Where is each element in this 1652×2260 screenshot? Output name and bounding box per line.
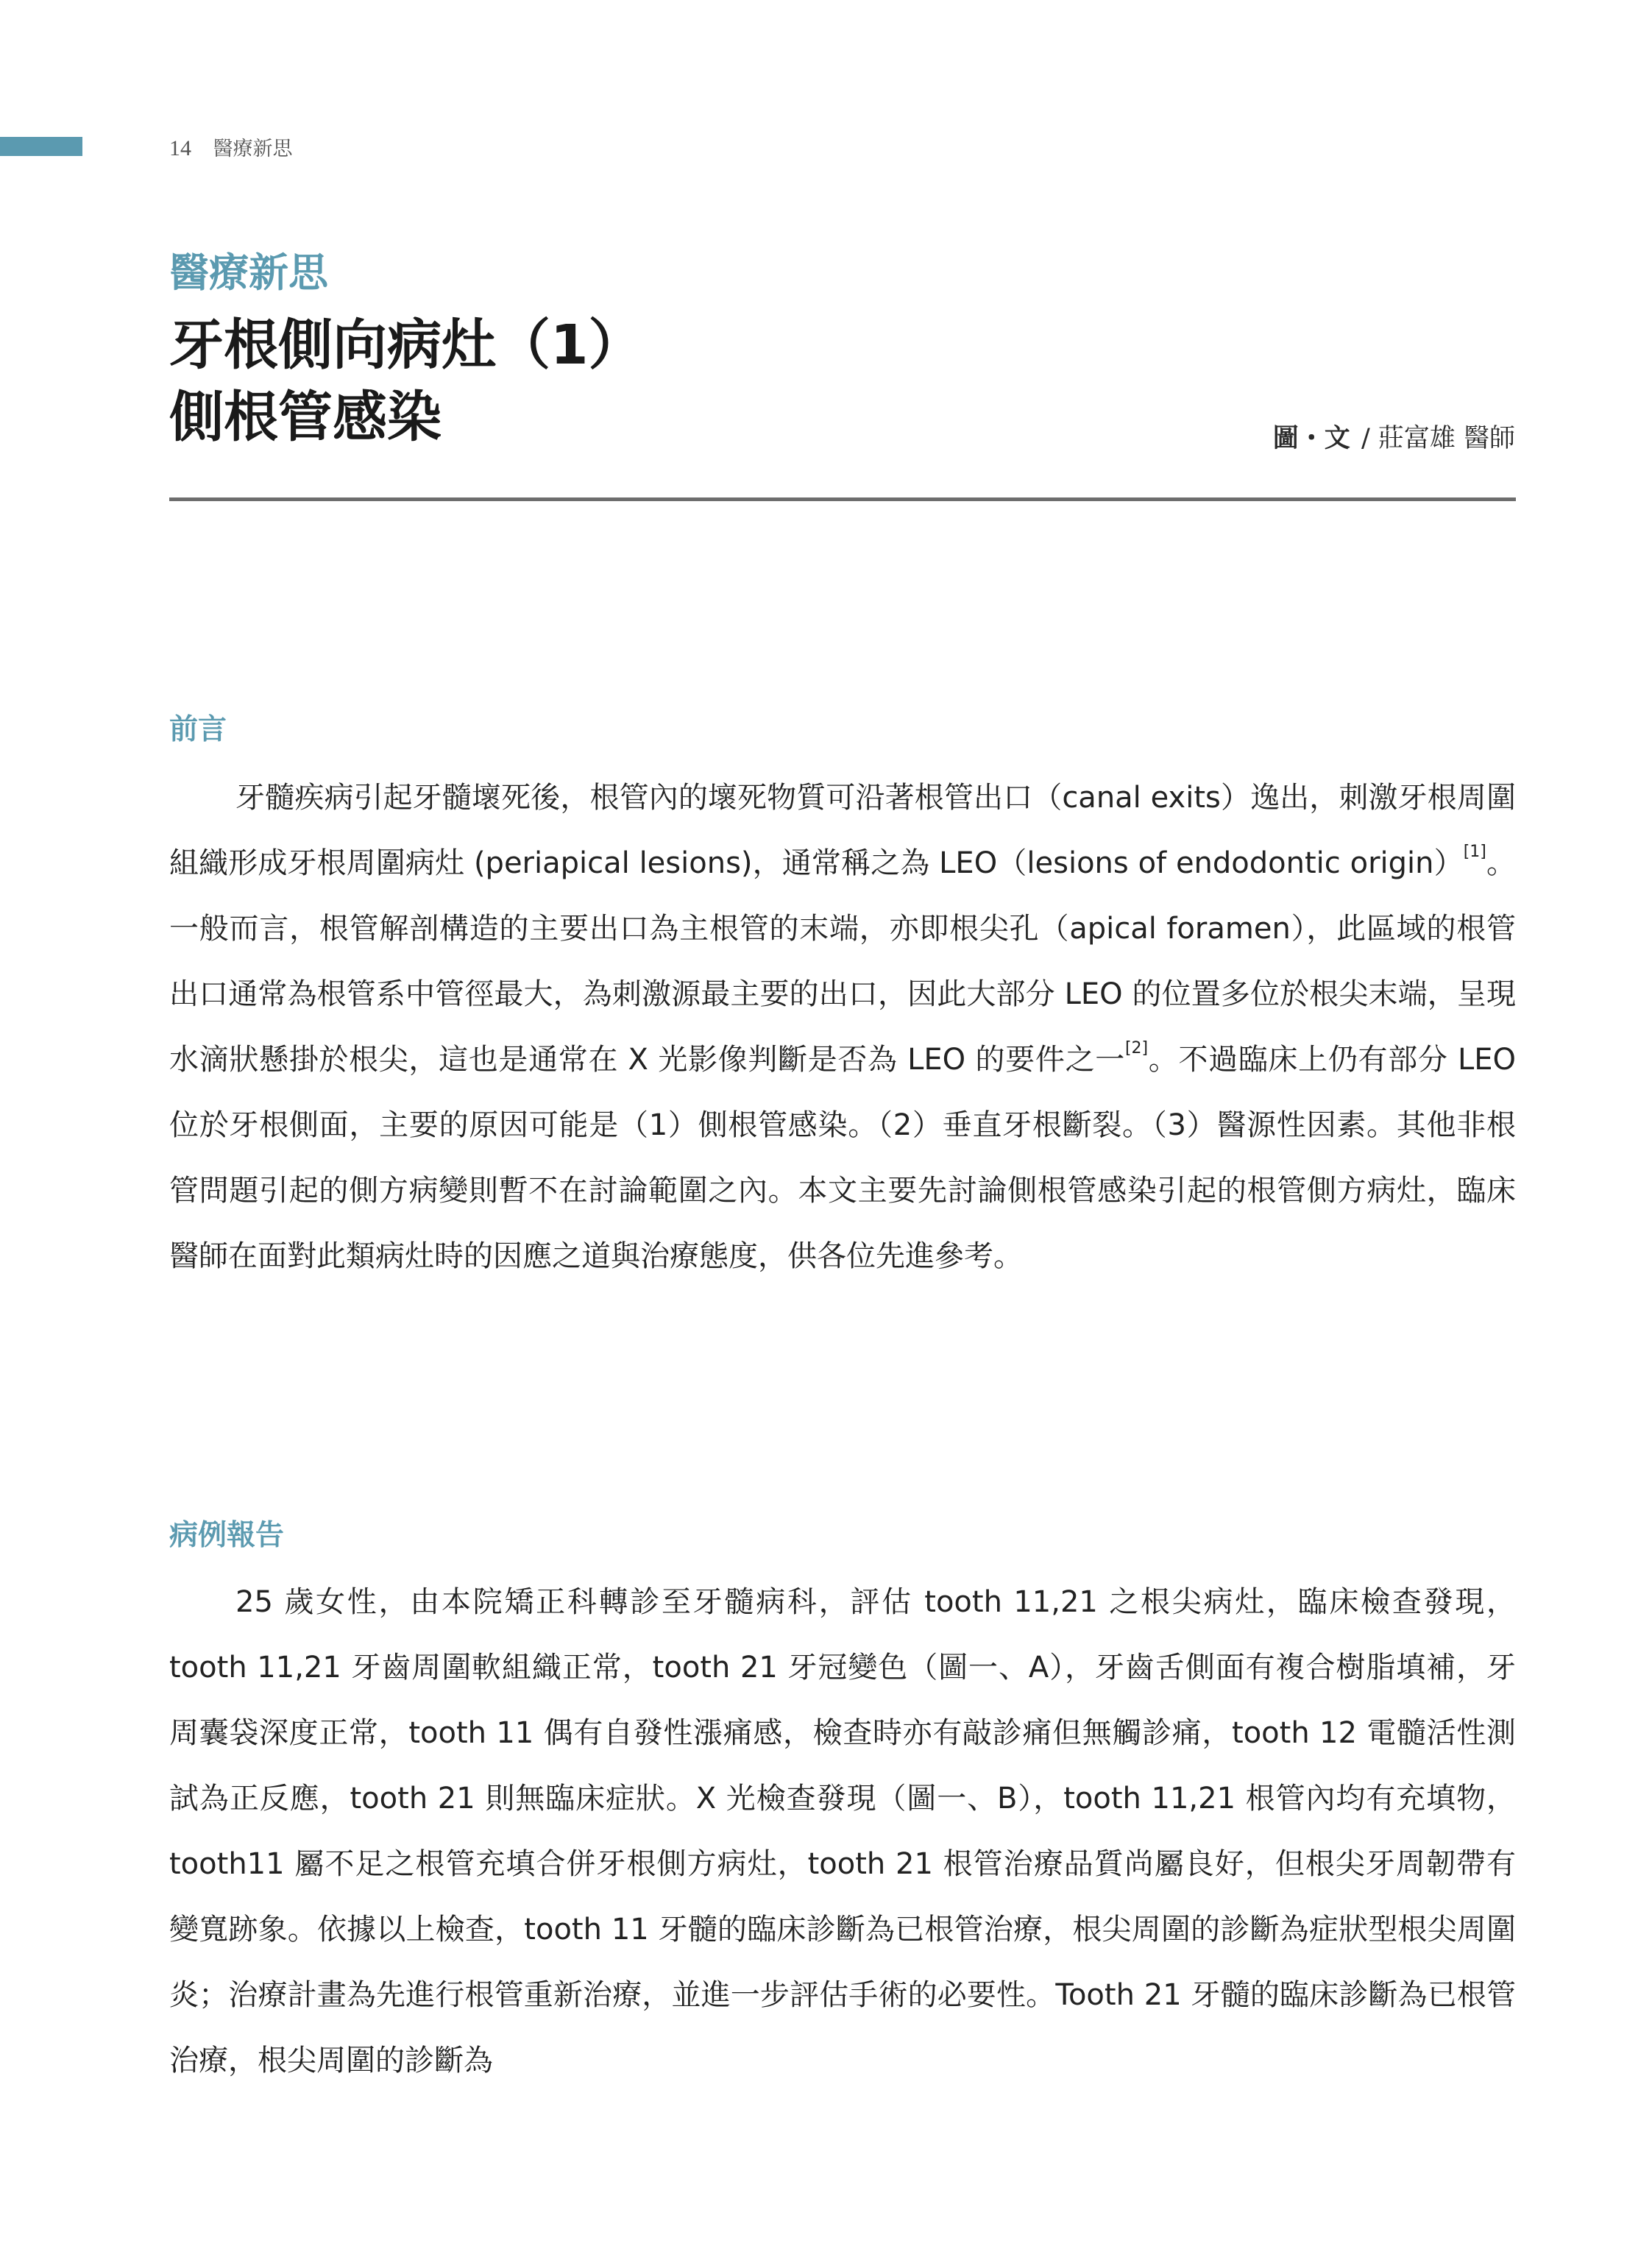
intro-paragraph: [169, 765, 1516, 1289]
article-title-line-1: 牙根側向病灶（1）: [169, 314, 643, 377]
byline-author: / 莊富雄 醫師: [1361, 424, 1515, 453]
intro-text-2: 。一般而言，根管解剖構造的主要出口為主根管的末端，亦即根尖孔（apical foramen），此區域的根管出口通常為根管系中管徑最大，為刺激源最主要的出口，因此大部分 LEO 的位置多位於根尖末端，呈現水滴狀懸掛於根尖，這也是通常在 X 光影像判斷是否為 LEO 的要件之一: [169, 846, 1517, 1077]
intro-text-3: 。不過臨床上仍有部分 LEO 位於牙根側面，主要的原因可能是（1）側根管感染。（2）垂直牙根斷裂。（3）醫源性因素。其他非根管問題引起的側方病變則暫不在討論範圍之內。本文主要先討論側根管感染引起的根管側方病灶，臨床醫師在面對此類病灶時的因應之道與治療態度，供各位先進參考。: [169, 1043, 1516, 1273]
article-title-line-2: 側根管感染: [169, 386, 442, 449]
article-kicker: 醫療新思: [169, 249, 328, 296]
case-paragraph: [169, 1570, 1516, 2094]
page-number: 14: [169, 136, 191, 160]
article-title: [169, 309, 643, 453]
title-divider: [169, 497, 1516, 501]
reference-2: [2]: [1124, 1039, 1149, 1058]
header-accent-bar: [0, 137, 82, 156]
running-header: [169, 132, 293, 161]
reference-1: [1]: [1463, 843, 1486, 861]
byline: [1273, 418, 1515, 455]
intro-text-1: 牙髓疾病引起牙髓壞死後，根管內的壞死物質可沿著根管出口（canal exits）逸出，刺激牙根周圍組織形成牙根周圍病灶 (periapical lesions)，通常稱之為 LEO（lesions of endodontic origin）: [169, 781, 1516, 880]
journal-name: 醫療新思: [213, 138, 293, 160]
case-text: 25 歲女性，由本院矯正科轉診至牙髓病科，評估 tooth 11,21 之根尖病灶，臨床檢查發現，tooth 11,21 牙齒周圍軟組織正常，tooth 21 牙冠變色（圖一、A），牙齒舌側面有複合樹脂填補，牙周囊袋深度正常，tooth 11 偶有自發性漲痛感，檢查時亦有敲診痛但無觸診痛，tooth 12 電髓活性測試為正反應，tooth 21 則無臨床症狀。X 光檢查發現（圖一、B），tooth 11,21 根管內均有充填物，tooth11 屬不足之根管充填合併牙根側方病灶，tooth 21 根管治療品質尚屬良好，但根尖牙周韌帶有變寬跡象。依據以上檢查，tooth 11 牙髓的臨床診斷為已根管治療，根尖周圍的診斷為症狀型根尖周圍炎；治療計畫為先進行根管重新治療，並進一步評估手術的必要性。Tooth 21 牙髓的臨床診斷為已根管治療，根尖周圍的診斷為: [169, 1585, 1516, 2077]
byline-label: 圖・文: [1272, 424, 1350, 453]
section-heading-case: 病例報告: [169, 1519, 285, 1552]
section-heading-intro: 前言: [169, 713, 227, 746]
